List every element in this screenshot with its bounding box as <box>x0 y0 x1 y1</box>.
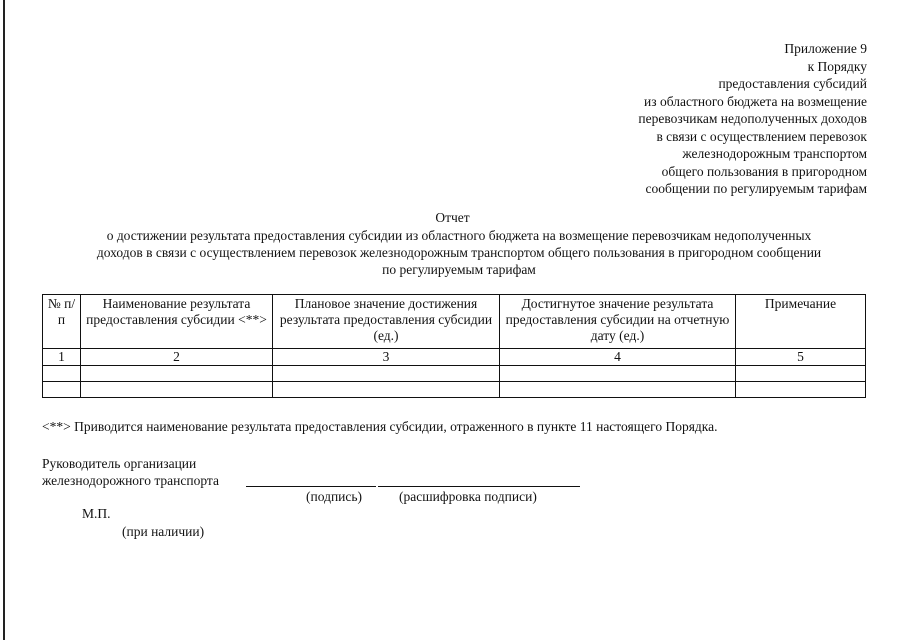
footnote: <**> Приводится наименование результата предоставления субсидии, отраженного в пункте 11 настоящего Порядка. <box>42 419 718 434</box>
report-subtitle-line: по регулируемым тарифам <box>382 262 536 277</box>
stamp-note: (при наличии) <box>122 524 205 539</box>
table-header-row <box>43 295 866 349</box>
column-number-cell: 2 <box>81 349 273 366</box>
table-cell[interactable] <box>43 366 81 382</box>
stamp-label: М.П. <box>82 506 111 521</box>
page-left-border <box>3 0 5 640</box>
appendix-line: Приложение 9 <box>784 41 867 56</box>
table-numbering-row <box>43 349 866 366</box>
appendix-line: предоставления субсидий <box>718 76 867 91</box>
table-cell[interactable] <box>81 366 273 382</box>
table-row <box>43 382 866 398</box>
column-header-number: № п/п <box>43 295 81 349</box>
table-cell[interactable] <box>43 382 81 398</box>
table-cell[interactable] <box>273 366 500 382</box>
column-header-note: Примечание <box>736 295 866 349</box>
report-table <box>42 294 866 398</box>
table-cell[interactable] <box>500 382 736 398</box>
report-title: Отчет <box>435 210 470 225</box>
appendix-line: железнодорожным транспортом <box>682 146 867 161</box>
appendix-line: перевозчикам недополученных доходов <box>638 111 867 126</box>
signatory-label-line: Руководитель организации <box>42 456 197 471</box>
column-header-planned-value: Плановое значение достижения результата предоставления субсидии (ед.) <box>273 295 500 349</box>
appendix-block <box>507 40 867 198</box>
table-cell[interactable] <box>273 382 500 398</box>
table-cell[interactable] <box>736 382 866 398</box>
signature-line[interactable] <box>246 486 376 487</box>
signatory-label <box>42 455 219 489</box>
report-subtitle-line: доходов в связи с осуществлением перевозок железнодорожным транспортом общего пользования в пригородном сообщении <box>96 245 822 260</box>
signature-caption: (подпись) <box>306 489 363 504</box>
column-header-result-name: Наименование результата предоставления субсидии <**> <box>81 295 273 349</box>
table-cell[interactable] <box>81 382 273 398</box>
appendix-line: из областного бюджета на возмещение <box>644 93 867 109</box>
report-subtitle <box>48 227 870 278</box>
column-number-cell: 1 <box>43 349 81 366</box>
report-subtitle-line: о достижении результата предоставления субсидии из областного бюджета на возмещение перевозчикам недополученных <box>106 228 812 243</box>
appendix-line: сообщении по регулируемым тарифам <box>645 181 867 196</box>
column-header-achieved-value: Достигнутое значение результата предоставления субсидии на отчетную дату (ед.) <box>500 295 736 349</box>
table-row <box>43 366 866 382</box>
column-number-cell: 4 <box>500 349 736 366</box>
table-cell[interactable] <box>500 366 736 382</box>
appendix-line: к Порядку <box>807 58 867 74</box>
signature-decoding-line[interactable] <box>378 486 580 487</box>
decoding-caption: (расшифровка подписи) <box>399 489 537 504</box>
column-number-cell: 5 <box>736 349 866 366</box>
appendix-line: в связи с осуществлением перевозок <box>656 128 867 144</box>
table-cell[interactable] <box>736 366 866 382</box>
column-number-cell: 3 <box>273 349 500 366</box>
appendix-line: общего пользования в пригородном <box>661 163 867 179</box>
signatory-label-line: железнодорожного транспорта <box>42 473 219 488</box>
